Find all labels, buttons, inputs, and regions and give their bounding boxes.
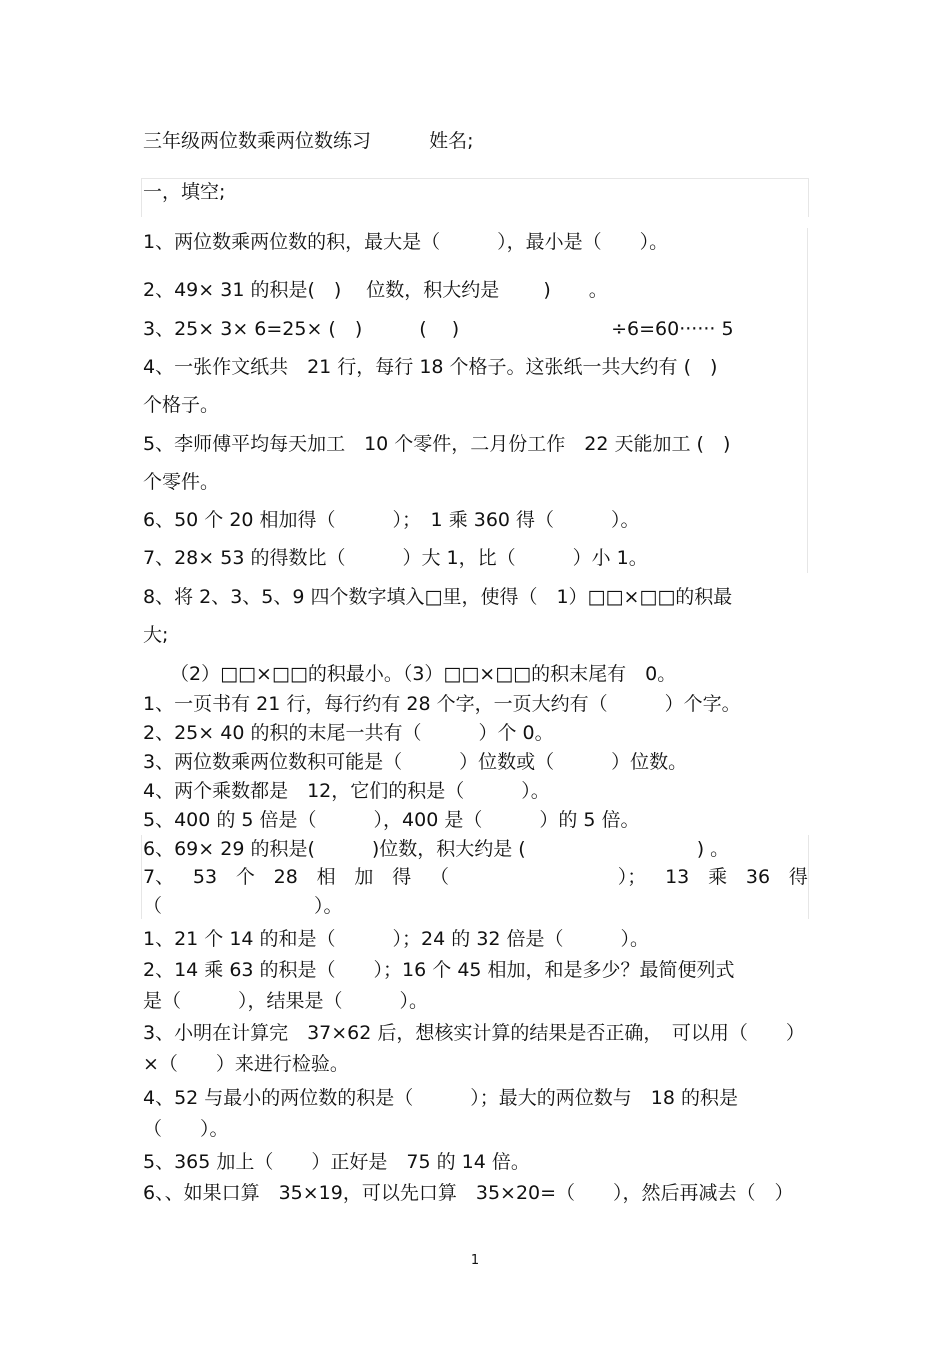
q7-token: （ (430, 866, 450, 888)
question-2-5: 5、400 的 5 倍是（ ），400 是（ ）的 5 倍。 (143, 809, 640, 831)
name-label: 姓名; (429, 130, 474, 152)
question-2-7 (143, 868, 808, 887)
question-3-2-cont: 是（ ），结果是（ ）。 (143, 990, 429, 1012)
q7-token: 28 (273, 866, 298, 888)
question-2-3: 3、两位数乘两位数积可能是（ ）位数或（ ）位数。 (143, 751, 688, 773)
q7-token: 个 (235, 866, 255, 888)
question-4: 4、一张作文纸共 21 行，每行 18 个格子。这张纸一共大约有 ( ) (143, 356, 718, 378)
q7-token: 加 (354, 866, 374, 888)
q7-token: 相 (316, 866, 336, 888)
q7-token: 36 (745, 866, 771, 888)
question-7: 7、28× 53 的得数比（ ）大 1，比（ ）小 1。 (143, 547, 648, 569)
question-3-6: 6、、如果口算 35×19，可以先口算 35×20=（ ），然后再减去（ ） (143, 1182, 794, 1204)
q7-token: 13 (665, 866, 690, 888)
question-2-7-cont: （ ）。 (143, 895, 343, 917)
q7-token: 53 (192, 866, 218, 888)
q7-token: 得 (788, 866, 808, 888)
question-3-4-cont: （ ）。 (143, 1118, 229, 1140)
question-3-5: 5、365 加上（ ）正好是 75 的 14 倍。 (143, 1151, 530, 1173)
question-8-parts: （2）□□×□□的积最小。（3）□□×□□的积末尾有 0。 (170, 663, 677, 685)
question-3-2: 2、14 乘 63 的积是（ ）；16 个 45 相加，和是多少？最简便列式 (143, 959, 735, 981)
question-8-cont: 大; (143, 624, 169, 646)
question-3-4: 4、52 与最小的两位数的积是（ ）；最大的两位数与 18 的积是 (143, 1087, 739, 1109)
question-8: 8、将 2、3、5、9 四个数字填入□里，使得（ 1）□□×□□的积最 (143, 586, 733, 608)
question-4-cont: 个格子。 (143, 394, 220, 416)
q7-token: ）； (617, 866, 647, 888)
worksheet-title: 三年级两位数乘两位数练习 (143, 130, 372, 152)
question-3-3-cont: ×（ ）来进行检验。 (143, 1053, 349, 1075)
question-5: 5、李师傅平均每天加工 10 个零件，二月份工作 22 天能加工 ( ) (143, 433, 731, 455)
question-3-3: 3、小明在计算完 37×62 后，想核实计算的结果是否正确， 可以用（ ） (143, 1022, 805, 1044)
question-5-cont: 个零件。 (143, 471, 220, 493)
worksheet-title-line (143, 132, 543, 151)
question-3: 3、25× 3× 6=25× ( ) ( ) ÷6=60······ 5 (143, 318, 734, 340)
q7-token: 乘 (708, 866, 728, 888)
question-2: 2、49× 31 的积是( ) 位数，积大约是 ) 。 (143, 279, 608, 301)
page-number: 1 (470, 1253, 480, 1268)
question-2-6: 6、69× 29 的积是( )位数，积大约是 ( ) 。 (143, 838, 730, 860)
section-heading: 一，填空; (143, 181, 226, 203)
question-2-1: 1、一页书有 21 行，每行约有 28 个字，一页大约有（ ）个字。 (143, 693, 741, 715)
question-1: 1、两位数乘两位数的积，最大是（ ），最小是（ ）。 (143, 231, 669, 253)
question-3-1: 1、21 个 14 的和是（ ）；24 的 32 倍是（ ）。 (143, 928, 650, 950)
q7-token: 7、 (143, 866, 175, 888)
question-6: 6、50 个 20 相加得（ ）； 1 乘 360 得（ ）。 (143, 509, 640, 531)
q7-token: 得 (392, 866, 412, 888)
question-2-4: 4、两个乘数都是 12，它们的积是（ ）。 (143, 780, 550, 802)
question-2-2: 2、25× 40 的积的末尾一共有（ ）个 0。 (143, 722, 554, 744)
